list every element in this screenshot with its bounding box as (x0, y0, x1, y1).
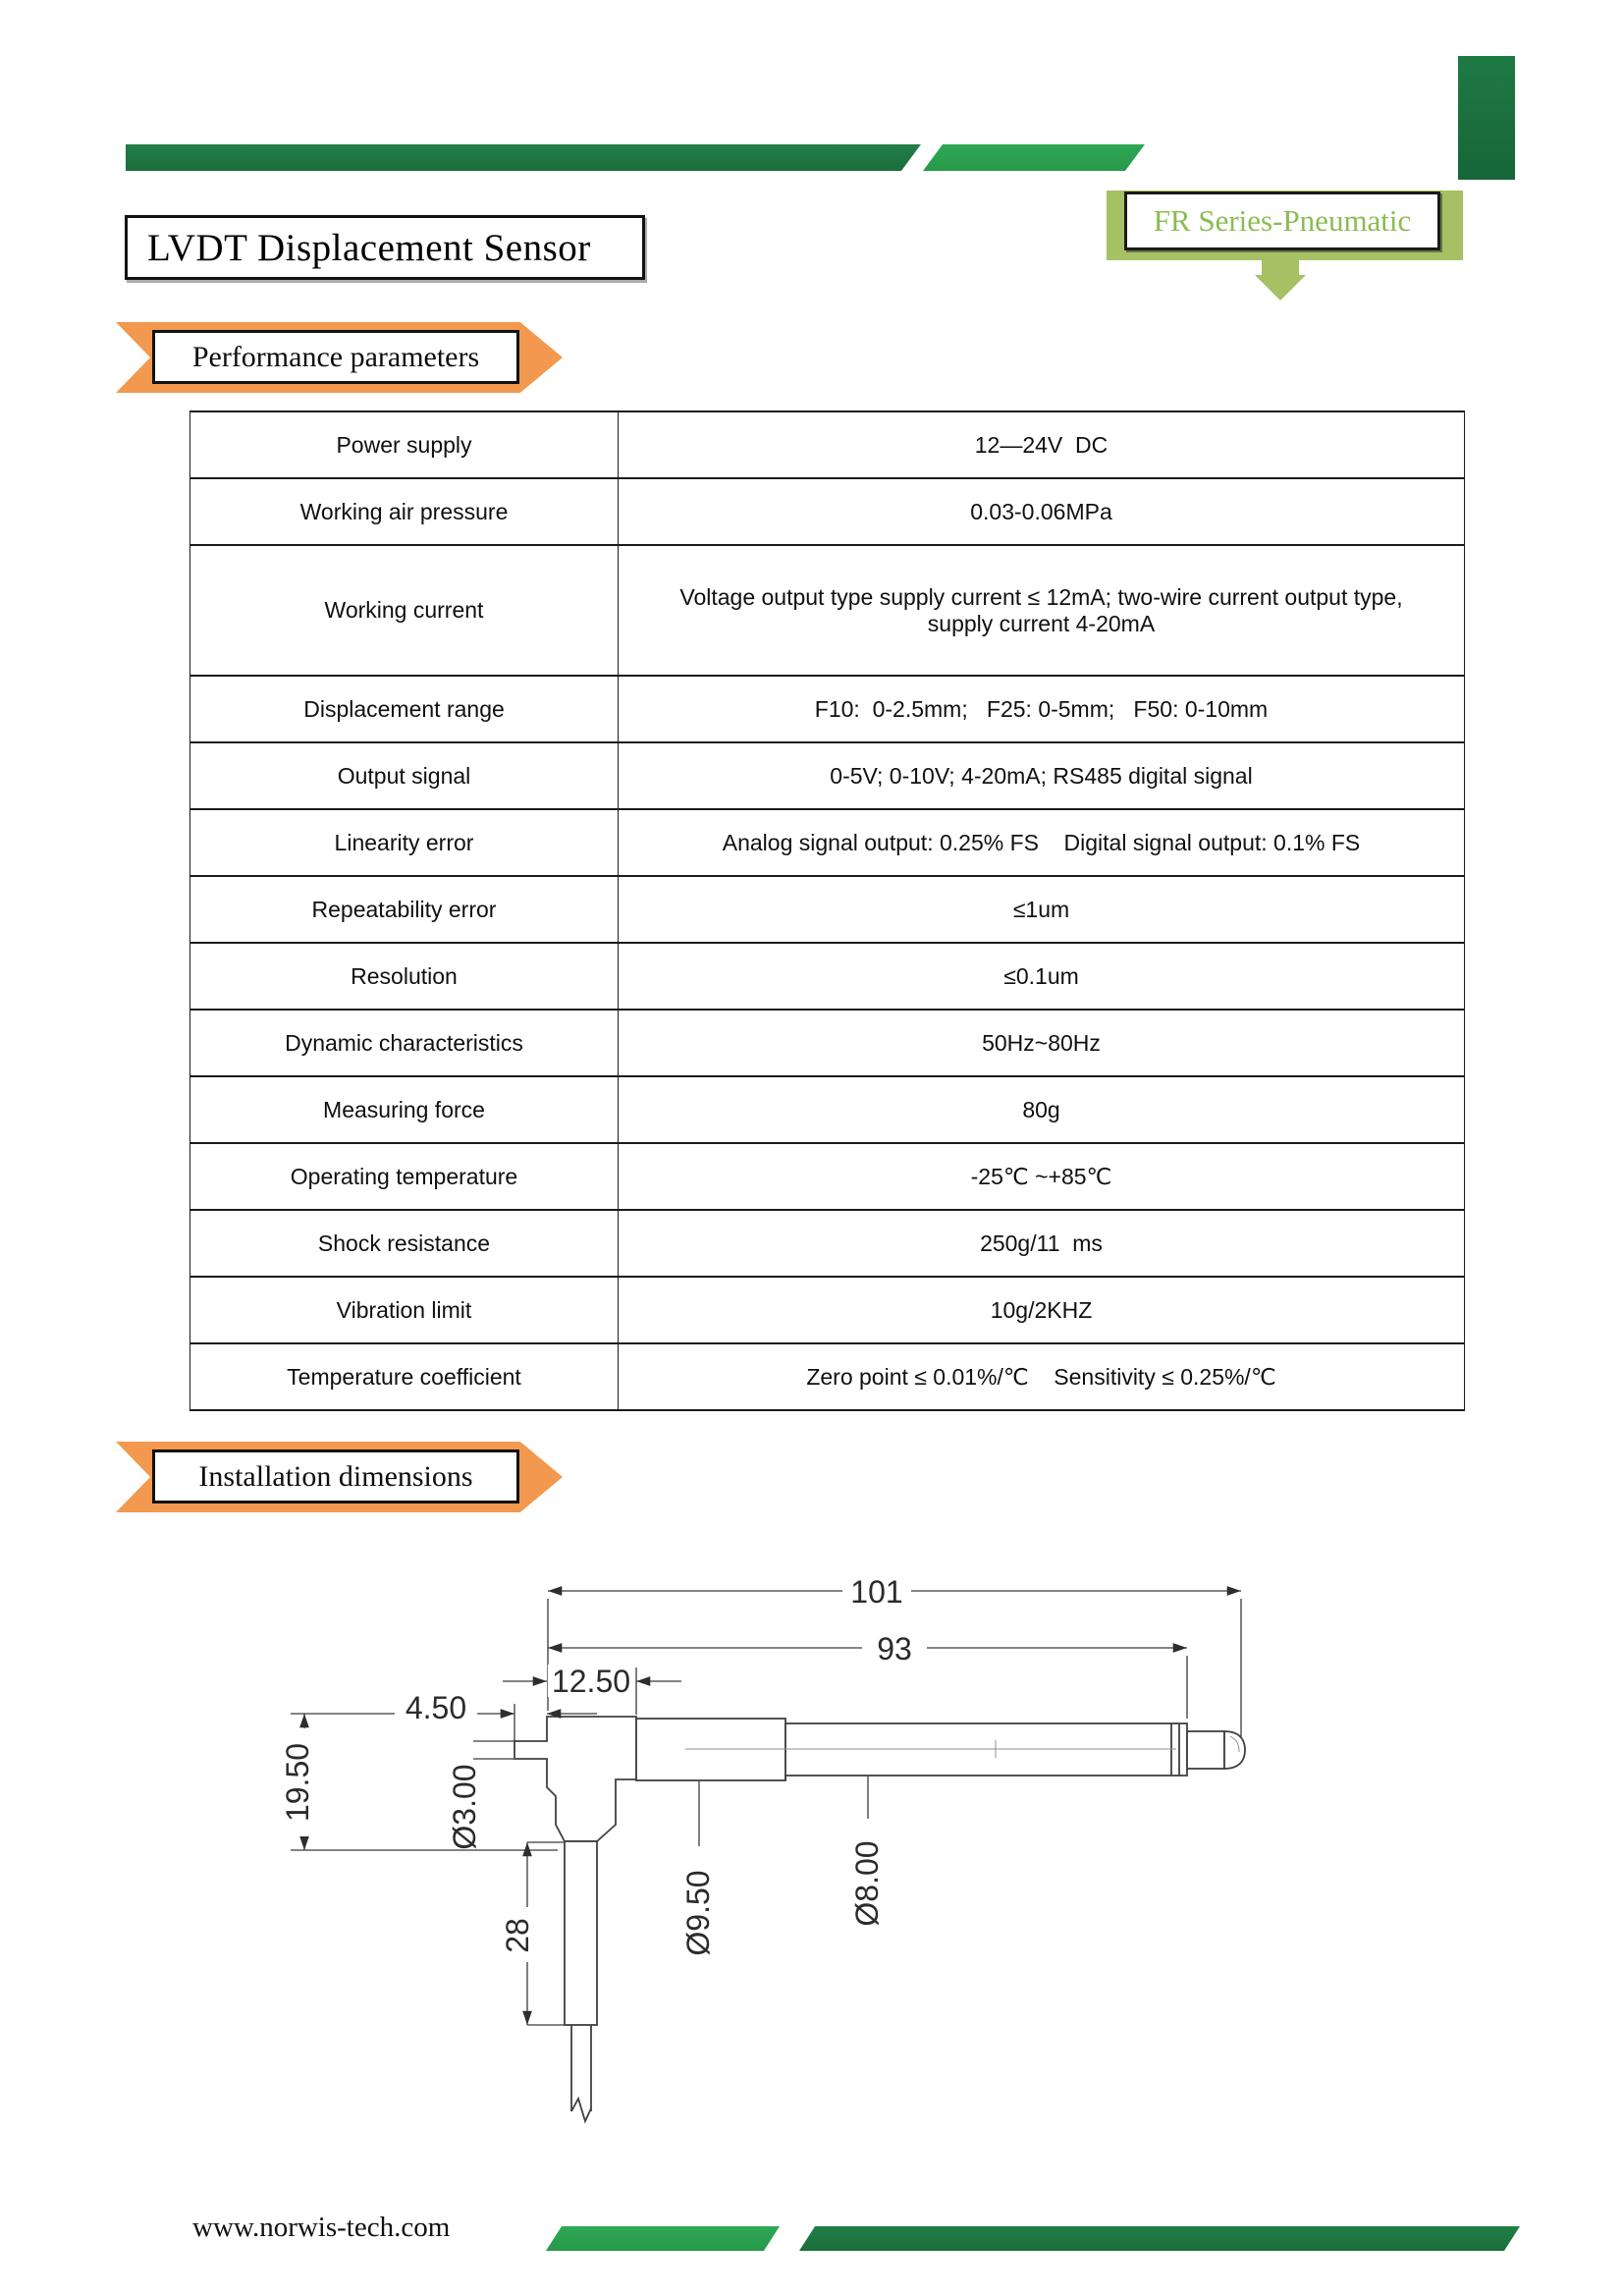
table-row (190, 1343, 1465, 1410)
param-cell: Linearity error (190, 809, 619, 876)
table-row (190, 545, 1465, 676)
title-box (125, 215, 645, 280)
value-cell: ≤0.1um (619, 943, 1465, 1010)
param-cell: Vibration limit (190, 1277, 619, 1343)
value-cell: ≤1um (619, 876, 1465, 943)
parameters-table (189, 410, 1465, 1411)
dim-body-length: 93 (877, 1631, 912, 1667)
section-title-performance: Performance parameters (191, 340, 480, 373)
value-cell: Analog signal output: 0.25% FS Digital signal output: 0.1% FS (619, 809, 1465, 876)
threaded-stud (565, 1841, 597, 2025)
param-cell: Dynamic characteristics (190, 1010, 619, 1076)
dome-cap (1224, 1731, 1245, 1769)
banner-label-box (152, 1449, 519, 1503)
table-row (190, 1277, 1465, 1343)
table-row (190, 478, 1465, 545)
value-cell: 12—24V DC (619, 411, 1465, 478)
header-stripe-light (923, 144, 1145, 171)
value-cell: 250g/11 ms (619, 1210, 1465, 1277)
section-banner-installation (116, 1442, 563, 1512)
break-symbol (571, 2099, 591, 2121)
dim-tube-diameter: Ø8.00 (849, 1840, 885, 1927)
series-badge (1107, 191, 1463, 260)
table-row (190, 1210, 1465, 1277)
down-arrow-icon (1262, 258, 1299, 276)
dimension-lines (304, 1591, 1241, 2025)
section-title-installation: Installation dimensions (198, 1459, 473, 1493)
dim-step-offset: 4.50 (405, 1690, 467, 1725)
down-arrow-head-icon (1255, 275, 1306, 301)
table-row (190, 1010, 1465, 1076)
param-cell: Repeatability error (190, 876, 619, 943)
value-cell: F10: 0-2.5mm; F25: 0-5mm; F50: 0-10mm (619, 676, 1465, 742)
dim-head-width: 12.50 (551, 1664, 631, 1699)
extension-lines (291, 1599, 1241, 2025)
table-row (190, 1143, 1465, 1210)
value-cell: 80g (619, 1076, 1465, 1143)
table-row (190, 411, 1465, 478)
value-cell: Zero point ≤ 0.01%/℃ Sensitivity ≤ 0.25%/℃ (619, 1343, 1465, 1410)
param-cell: Temperature coefficient (190, 1343, 619, 1410)
param-cell: Power supply (190, 411, 619, 478)
param-cell: Operating temperature (190, 1143, 619, 1210)
param-cell: Working air pressure (190, 478, 619, 545)
dim-overall-length: 101 (850, 1574, 903, 1610)
knurled-tip (1187, 1731, 1224, 1769)
installation-dimensions-drawing (245, 1528, 1345, 2196)
dim-sleeve-diameter: Ø9.50 (680, 1870, 716, 1956)
header-stripe-dark (126, 144, 921, 171)
series-badge-label: FR Series-Pneumatic (1153, 203, 1412, 238)
banner-label-box (152, 330, 519, 384)
footer-url: www.norwis-tech.com (192, 2212, 451, 2243)
dim-thread-length: 28 (500, 1918, 535, 1953)
table-row (190, 676, 1465, 742)
table-row (190, 1076, 1465, 1143)
series-badge-box (1124, 191, 1440, 250)
param-cell: Working current (190, 545, 619, 676)
value-cell: 0.03-0.06MPa (619, 478, 1465, 545)
value-cell: -25℃ ~+85℃ (619, 1143, 1465, 1210)
value-cell: 50Hz~80Hz (619, 1010, 1465, 1076)
footer-stripe-dark (799, 2226, 1520, 2251)
value-cell: Voltage output type supply current ≤ 12mA; two-wire current output type, supply current 4-20mA (619, 545, 1465, 676)
mount-block (514, 1717, 636, 1841)
param-cell: Resolution (190, 943, 619, 1010)
footer-stripe-light (546, 2226, 780, 2251)
section-banner-performance (116, 322, 563, 393)
param-cell: Measuring force (190, 1076, 619, 1143)
table-row (190, 809, 1465, 876)
value-cell: 10g/2KHZ (619, 1277, 1465, 1343)
value-cell: 0-5V; 0-10V; 4-20mA; RS485 digital signal (619, 742, 1465, 809)
param-cell: Output signal (190, 742, 619, 809)
dim-nose-height: 19.50 (280, 1742, 315, 1823)
dim-pin-diameter: Ø3.00 (447, 1764, 482, 1850)
page-title: LVDT Displacement Sensor (147, 226, 591, 269)
param-cell: Displacement range (190, 676, 619, 742)
param-cell: Shock resistance (190, 1210, 619, 1277)
table-row (190, 876, 1465, 943)
corner-bar-decoration (1458, 56, 1515, 180)
table-row (190, 943, 1465, 1010)
table-row (190, 742, 1465, 809)
